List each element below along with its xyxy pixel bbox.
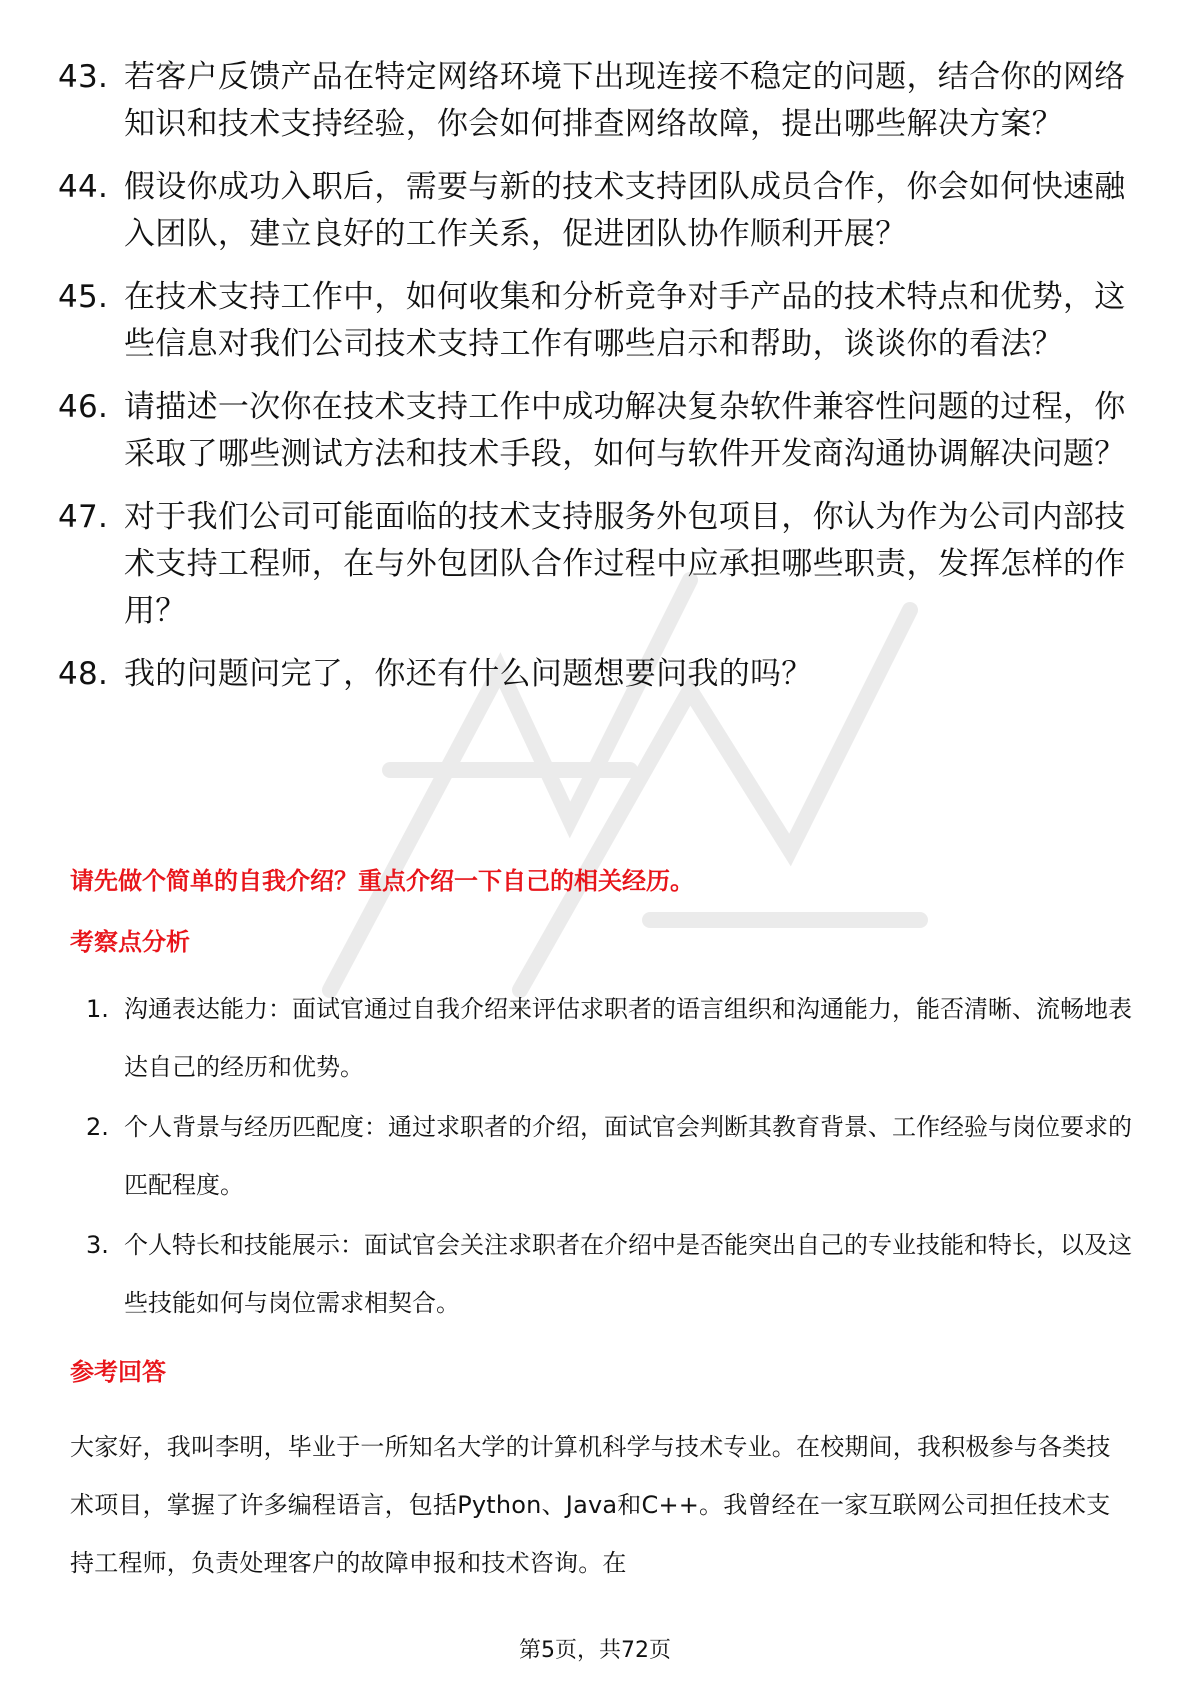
- list-item-number: 3.: [86, 1231, 109, 1259]
- question-text: 假设你成功入职后，需要与新的技术支持团队成员合作，你会如何快速融入团队，建立良好的工作关系，促进团队协作顺利开展？: [124, 169, 1126, 252]
- question-item: [58, 494, 1138, 635]
- question-item: [58, 274, 1138, 368]
- question-text: 我的问题问完了，你还有什么问题想要问我的吗？: [124, 656, 813, 692]
- question-number: 44.: [58, 169, 109, 205]
- question-number: 45.: [58, 279, 109, 315]
- question-item: [58, 54, 1138, 148]
- question-number: 46.: [58, 389, 109, 425]
- list-item: [86, 1098, 1136, 1214]
- question-text: 若客户反馈产品在特定网络环境下出现连接不稳定的问题，结合你的网络知识和技术支持经验，你会如何排查网络故障，提出哪些解决方案？: [124, 59, 1126, 142]
- list-item: [86, 980, 1136, 1096]
- question-text: 请描述一次你在技术支持工作中成功解决复杂软件兼容性问题的过程，你采取了哪些测试方法和技术手段，如何与软件开发商沟通协调解决问题？: [124, 389, 1126, 472]
- page-number: 第5页，共72页: [519, 1638, 671, 1663]
- question-number: 47.: [58, 499, 109, 535]
- question-list: [58, 54, 1138, 714]
- analysis-heading: 考察点分析: [70, 928, 190, 956]
- analysis-list: [86, 980, 1136, 1334]
- featured-question-heading: 请先做个简单的自我介绍？重点介绍一下自己的相关经历。: [70, 867, 694, 895]
- list-item: [86, 1216, 1136, 1332]
- question-item: [58, 651, 1138, 698]
- question-text: 对于我们公司可能面临的技术支持服务外包项目，你认为作为公司内部技术支持工程师，在与外包团队合作过程中应承担哪些职责，发挥怎样的作用？: [124, 499, 1126, 629]
- question-item: [58, 164, 1138, 258]
- list-item-number: 1.: [86, 995, 109, 1023]
- question-number: 48.: [58, 656, 109, 692]
- reference-answer-heading: 参考回答: [70, 1358, 166, 1386]
- list-item-number: 2.: [86, 1113, 109, 1141]
- list-item-text: 个人背景与经历匹配度：通过求职者的介绍，面试官会判断其教育背景、工作经验与岗位要求的匹配程度。: [124, 1113, 1132, 1199]
- list-item-text: 沟通表达能力：面试官通过自我介绍来评估求职者的语言组织和沟通能力，能否清晰、流畅地表达自己的经历和优势。: [124, 995, 1132, 1081]
- question-number: 43.: [58, 59, 109, 95]
- reference-answer-text: 大家好，我叫李明，毕业于一所知名大学的计算机科学与技术专业。在校期间，我积极参与各类技术项目，掌握了许多编程语言，包括Python、Java和C++。我曾经在一家互联网公司担任技术支持工程师，负责处理客户的故障申报和技术咨询。在: [70, 1433, 1111, 1577]
- list-item-text: 个人特长和技能展示：面试官会关注求职者在介绍中是否能突出自己的专业技能和特长，以及这些技能如何与岗位需求相契合。: [124, 1231, 1132, 1317]
- question-item: [58, 384, 1138, 478]
- question-text: 在技术支持工作中，如何收集和分析竞争对手产品的技术特点和优势，这些信息对我们公司技术支持工作有哪些启示和帮助，谈谈你的看法？: [124, 279, 1126, 362]
